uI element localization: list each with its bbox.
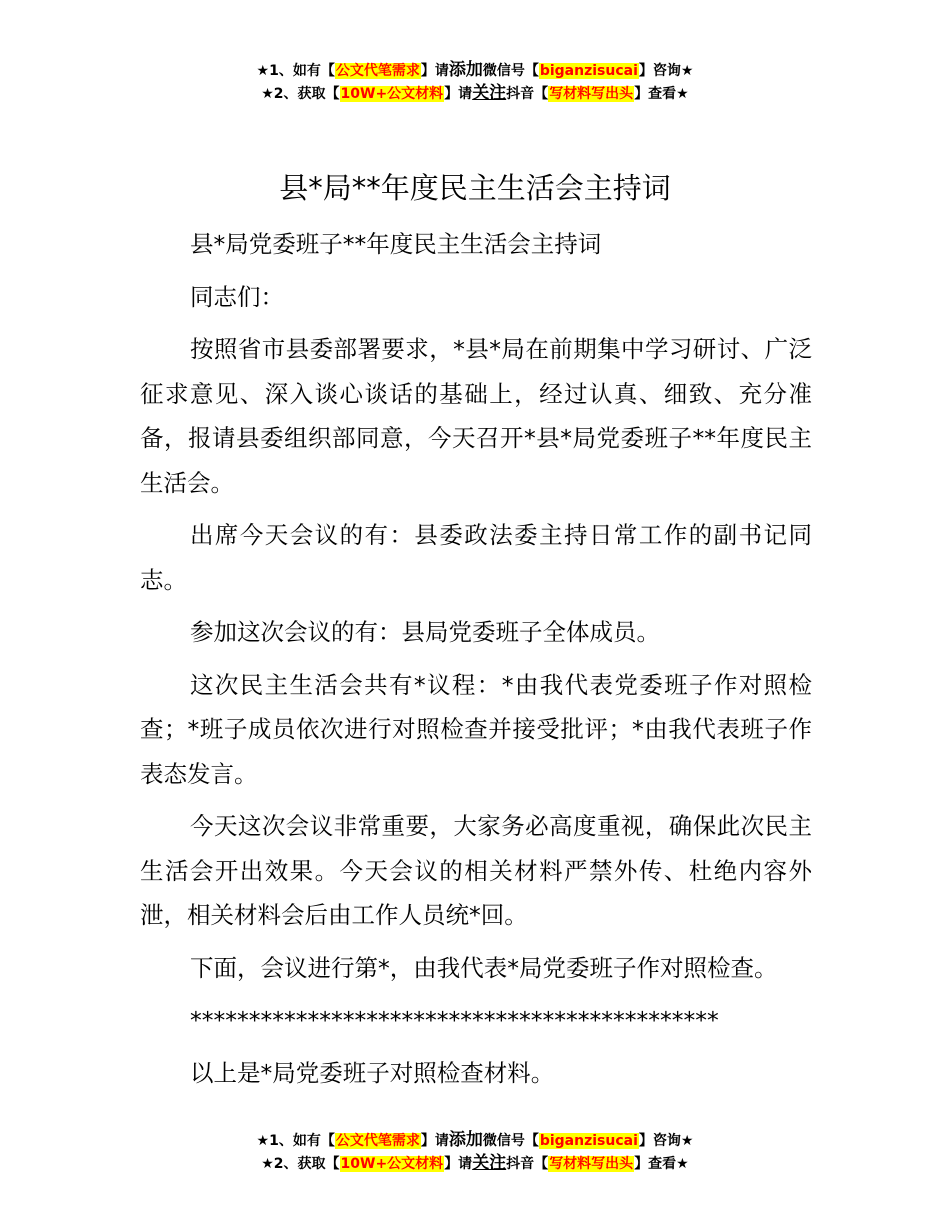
paragraph: 以上是*局党委班子对照检查材料。 — [190, 1058, 555, 1087]
highlight-text: 写材料写出头 — [549, 1156, 634, 1172]
paragraph: 出席今天会议的有：县委政法委主持日常工作的副书记同志。 — [140, 521, 812, 594]
highlight-text: 10W+公文材料 — [340, 86, 444, 102]
footer-banner — [0, 1129, 950, 1175]
banner-text: 】请 — [444, 86, 473, 102]
paragraph: 这次民主生活会共有*议程：*由我代表党委班子作对照检查；*班子成员依次进行对照检查并接受批评；*由我代表班子作表态发言。 — [140, 670, 812, 788]
banner-text: 微信号【 — [482, 1133, 539, 1149]
document-body — [140, 222, 812, 1103]
banner-line-1 — [0, 1129, 950, 1152]
banner-text: 】咨询★ — [638, 1133, 694, 1149]
banner-line-1 — [0, 59, 950, 82]
banner-text: 微信号【 — [482, 63, 539, 79]
document-title: 县*局**年度民主生活会主持词 — [279, 171, 671, 205]
banner-text: 关注 — [472, 1153, 507, 1173]
banner-text: ★2、获取【 — [261, 1156, 340, 1172]
banner-text: 添加 — [448, 60, 483, 80]
header-banner — [0, 59, 950, 105]
separator-line: ********************************************* — [190, 1006, 719, 1034]
paragraph: 同志们： — [190, 282, 284, 311]
banner-line-2 — [0, 82, 950, 105]
banner-text: ★1、如有【 — [256, 1133, 335, 1149]
paragraph: 参加这次会议的有：县局党委班子全体成员。 — [190, 618, 660, 646]
banner-text: 抖音【 — [506, 86, 549, 102]
banner-text: 】咨询★ — [638, 63, 694, 79]
banner-text: 关注 — [472, 83, 507, 103]
paragraph: 按照省市县委部署要求，*县*局在前期集中学习研讨、广泛征求意见、深入谈心谈话的基础上，经过认真、细致、充分准备，报请县委组织部同意，今天召开*县*局党委班子**年度民主生活会。 — [140, 335, 812, 497]
banner-text: 】请 — [420, 1133, 449, 1149]
banner-text: 】请 — [420, 63, 449, 79]
banner-text: ★1、如有【 — [256, 63, 335, 79]
banner-text: 】查看★ — [634, 86, 689, 102]
banner-text: 】请 — [444, 1156, 473, 1172]
highlight-text: 写材料写出头 — [549, 86, 634, 102]
highlight-text: 公文代笔需求 — [335, 1133, 420, 1149]
highlight-text: 公文代笔需求 — [335, 63, 420, 79]
paragraph: 今天这次会议非常重要，大家务必高度重视，确保此次民主生活会开出效果。今天会议的相关材料严禁外传、杜绝内容外泄，相关材料会后由工作人员统*回。 — [140, 812, 812, 929]
highlight-text: biganzisucai — [539, 63, 638, 79]
highlight-text: 10W+公文材料 — [340, 1156, 444, 1172]
paragraph: 下面，会议进行第*，由我代表*局党委班子作对照检查。 — [190, 953, 778, 982]
banner-text: 】查看★ — [634, 1156, 689, 1172]
banner-text: 抖音【 — [506, 1156, 549, 1172]
paragraph: 县*局党委班子**年度民主生活会主持词 — [190, 230, 602, 258]
banner-text: 添加 — [448, 1130, 483, 1150]
banner-text: ★2、获取【 — [261, 86, 340, 102]
banner-line-2 — [0, 1152, 950, 1175]
highlight-text: biganzisucai — [539, 1133, 638, 1149]
